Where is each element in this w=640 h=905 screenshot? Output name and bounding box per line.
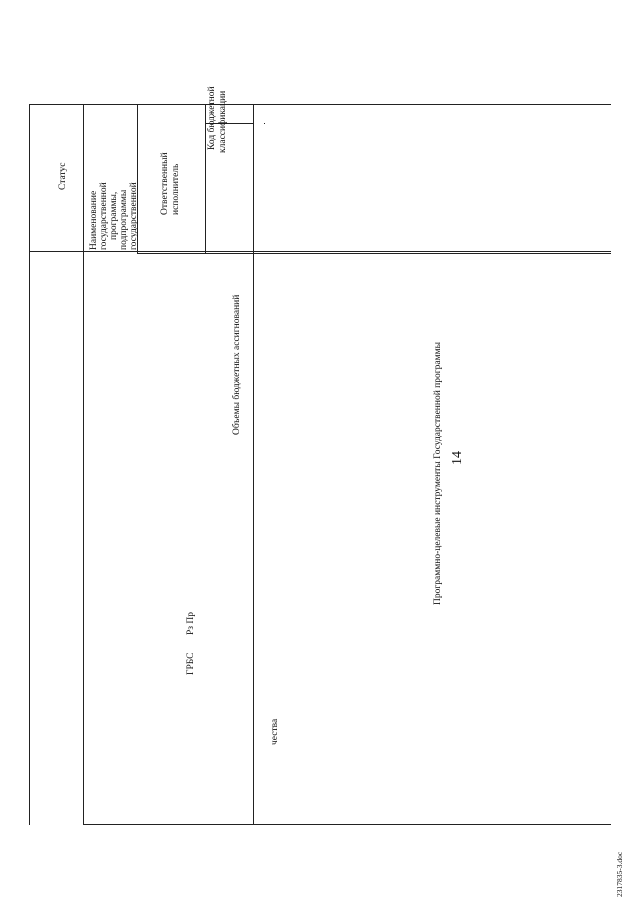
section-title: Программно-целевые инструменты Государственной программы bbox=[433, 341, 443, 605]
header-name-line: программы, bbox=[109, 191, 119, 240]
budget-code-title-line: Код бюджетной bbox=[207, 86, 217, 150]
header-name-line: Наименование bbox=[89, 190, 99, 250]
header-name-line: государственной bbox=[99, 182, 109, 250]
budget-code-title-line: классификации bbox=[218, 90, 228, 153]
table-frame-bottom bbox=[29, 251, 611, 252]
volumes-title: Объемы бюджетных ассигнований bbox=[232, 294, 242, 435]
table-frame-top bbox=[29, 104, 611, 105]
col-line-executor bbox=[205, 104, 206, 254]
code-header-grbs: ГРБС bbox=[186, 652, 196, 675]
continuation-text: чества bbox=[270, 718, 280, 745]
page-number: 14 bbox=[450, 451, 465, 465]
code-title-bottom bbox=[264, 123, 265, 124]
grid-line-5 bbox=[253, 105, 254, 252]
header-name-line: подпрограммы bbox=[119, 189, 129, 250]
left-table-edge bbox=[29, 104, 30, 825]
header-executor-line: Ответственный bbox=[160, 152, 170, 215]
col-line-status bbox=[83, 104, 84, 825]
header-bottom-line-2 bbox=[253, 251, 254, 825]
header-name-line: государственной bbox=[129, 182, 139, 250]
code-header-rzpr: Рз Пр bbox=[186, 611, 196, 635]
code-group-top bbox=[205, 104, 206, 124]
grid-line-3 bbox=[205, 253, 611, 254]
header-status: Статус bbox=[58, 162, 68, 190]
grid-line-1 bbox=[83, 824, 611, 825]
header-executor-line: исполнитель bbox=[171, 163, 181, 215]
document-code: 2317835-3.doc bbox=[615, 851, 624, 897]
